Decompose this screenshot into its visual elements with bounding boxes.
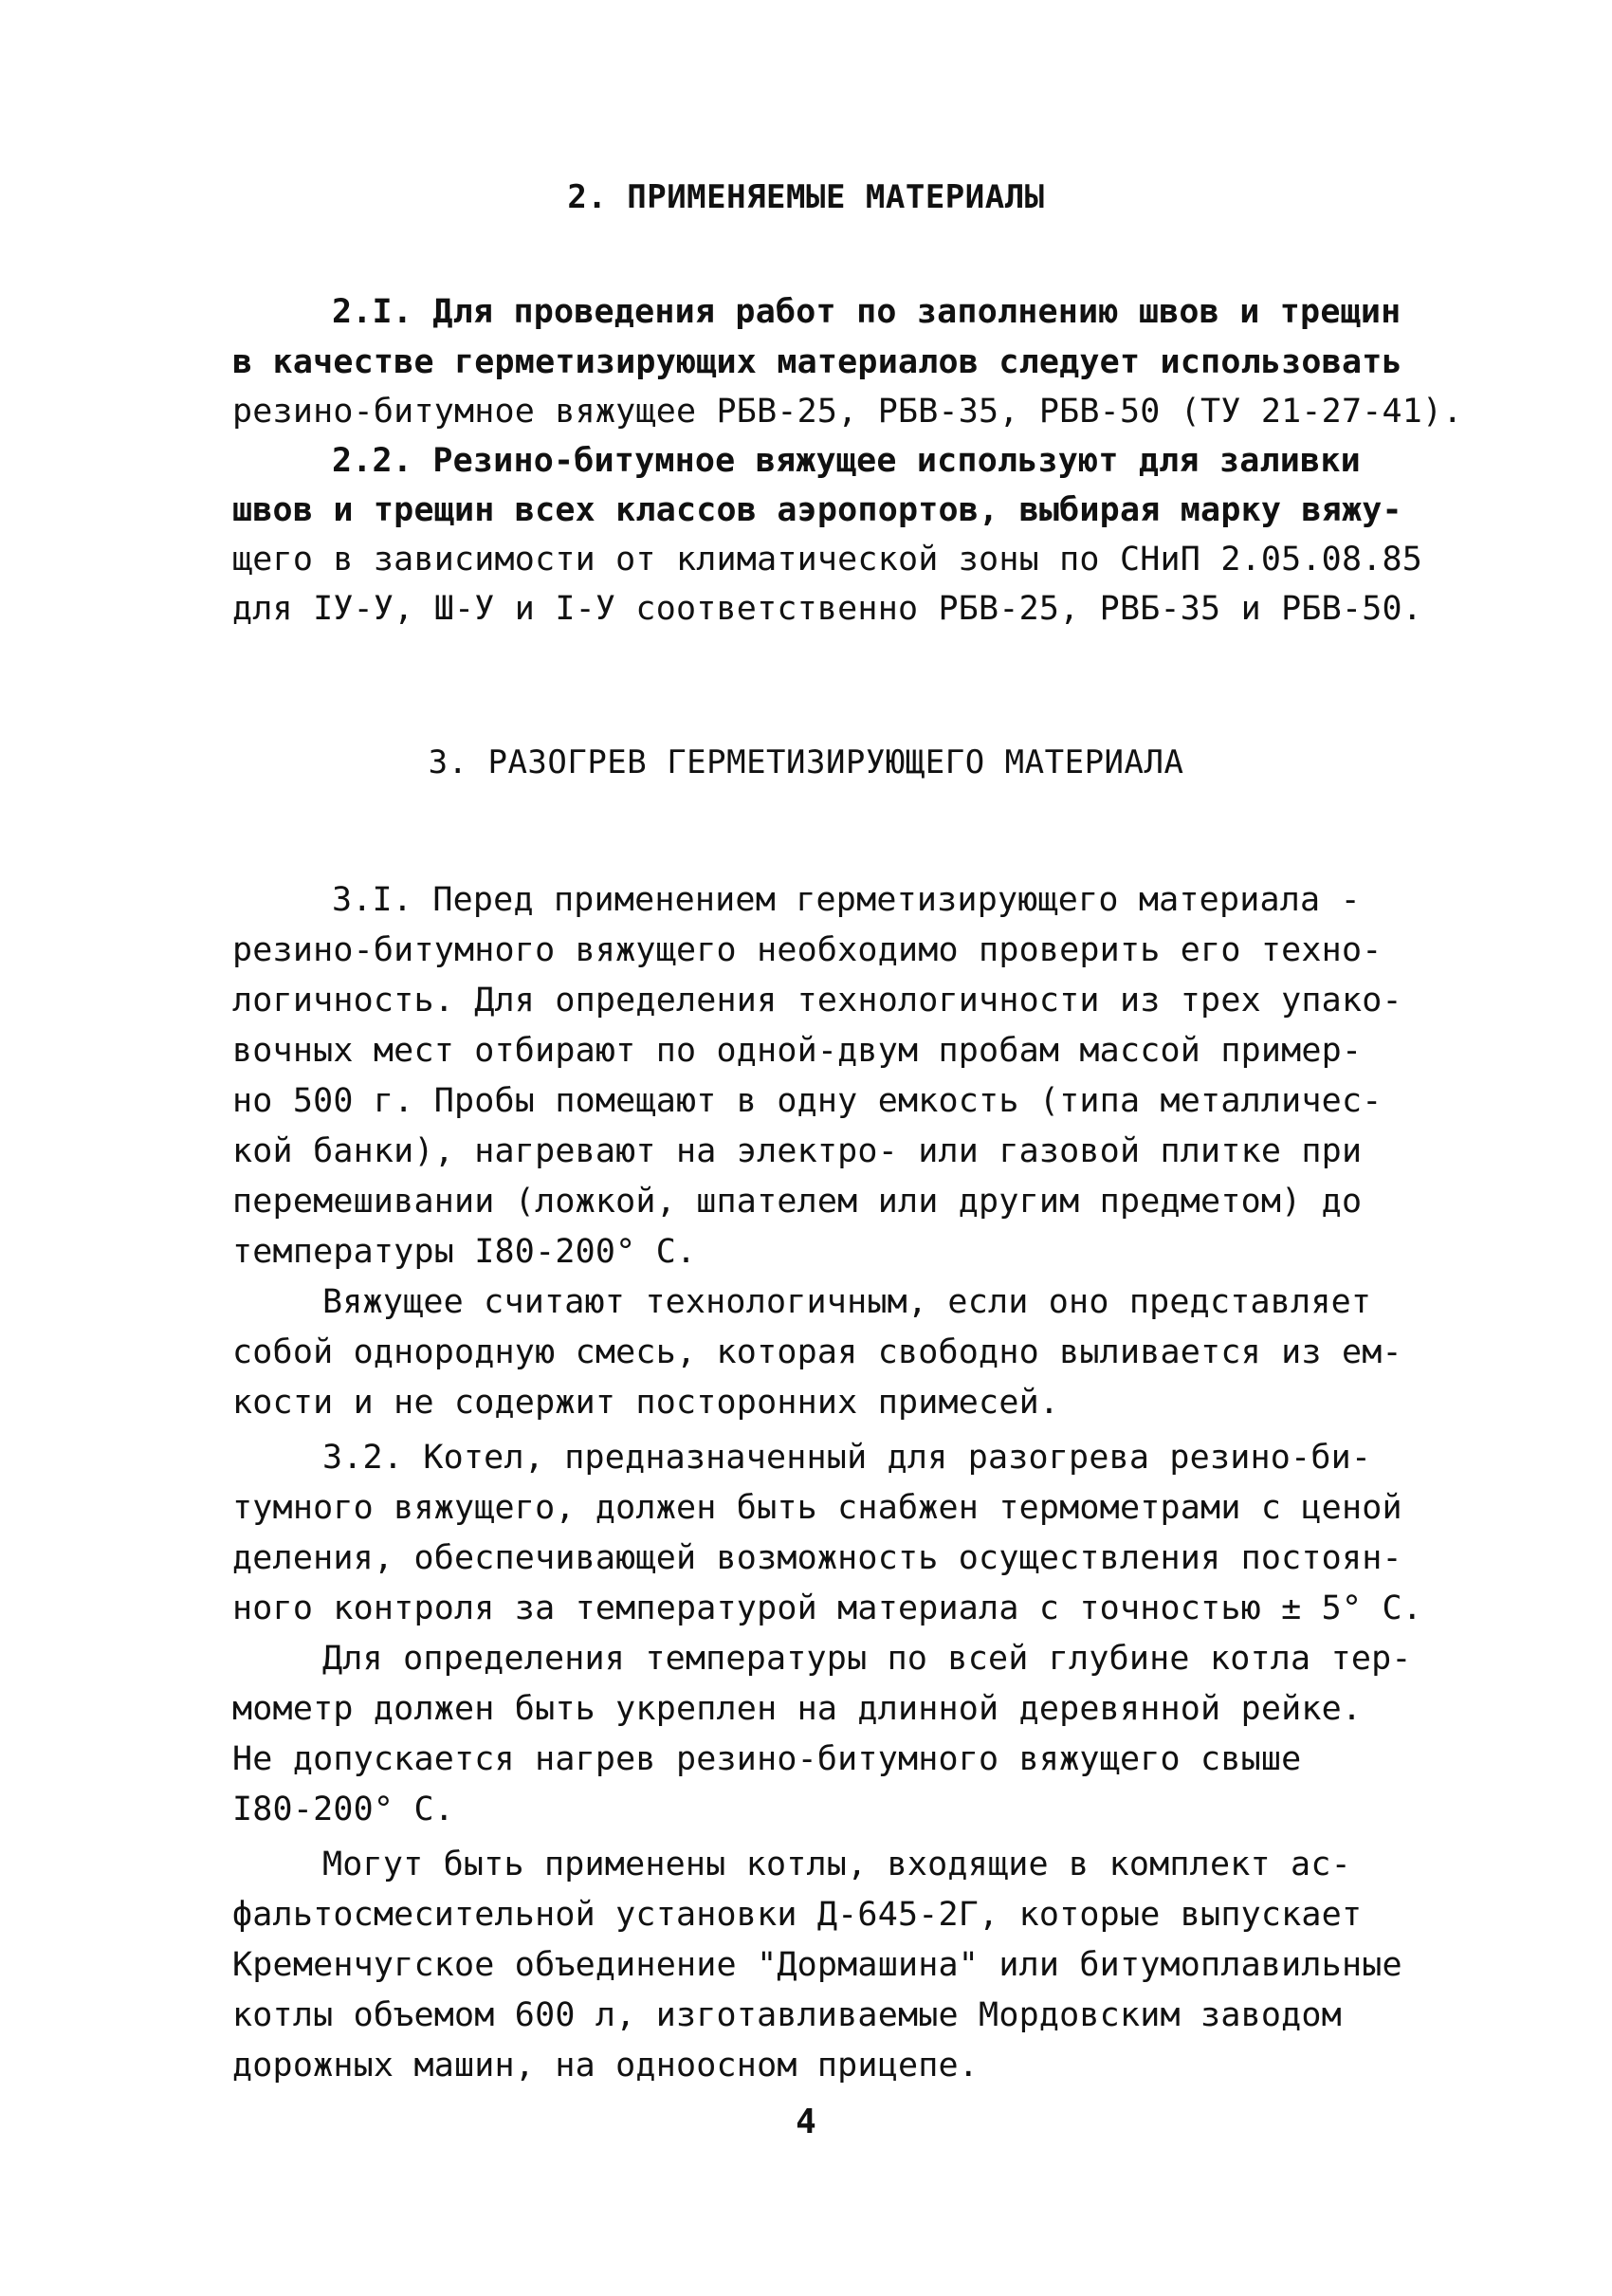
text-line: перемешивании (ложкой, шпателем или другим предметом) до — [232, 1183, 1363, 1221]
text-line: Вяжущее считают технологичным, если оно представляет — [322, 1283, 1372, 1321]
text-line: котлы объемом 600 л, изготавливаемые Мордовским заводом — [232, 1996, 1342, 2034]
text-line: для IУ-У, Ш-У и I-У соответственно РБВ-25, РВБ-35 и РБВ-50. — [232, 590, 1423, 628]
text-line: Не допускается нагрев резино-битумного вяжущего свыше — [232, 1740, 1302, 1778]
text-line: вочных мест отбирают по одной-двум пробам массой пример- — [232, 1032, 1363, 1070]
text-line: 2.2. Резино-битумное вяжущее используют для заливки — [332, 442, 1361, 480]
text-line: резино-битумное вяжущее РБВ-25, РБВ-35, РБВ-50 (ТУ 21-27-41). — [232, 393, 1463, 431]
text-line: резино-битумного вяжущего необходимо проверить его техно- — [232, 931, 1383, 969]
text-line: тумного вяжущего, должен быть снабжен термометрами с ценой — [232, 1489, 1402, 1527]
text-line: кой банки), нагревают на электро- или газовой плитке при — [232, 1132, 1363, 1170]
text-line: Кременчугское объединение "Дормашина" или битумоплавильные — [232, 1946, 1402, 1984]
text-line: собой однородную смесь, которая свободно выливается из ем- — [232, 1333, 1402, 1371]
text-line: Для определения температуры по всей глубине котла тер- — [322, 1640, 1412, 1678]
text-line: фальтосмесительной установки Д-645-2Г, которые выпускает — [232, 1896, 1363, 1934]
text-line: ного контроля за температурой материала с точностью ± 5° С. — [232, 1589, 1423, 1627]
text-line: мометр должен быть укреплен на длинной деревянной рейке. — [232, 1690, 1363, 1728]
page-number: 4 — [796, 2103, 816, 2141]
text-line: 2.I. Для проведения работ по заполнению швов и трещин — [332, 293, 1401, 331]
text-line: кости и не содержит посторонних примесей. — [232, 1384, 1060, 1422]
text-line: но 500 г. Пробы помещают в одну емкость (типа металличес- — [232, 1082, 1383, 1120]
text-line: 3.I. Перед применением герметизирующего материала - — [332, 881, 1361, 919]
text-line: деления, обеспечивающей возможность осуществления постоян- — [232, 1539, 1402, 1577]
text-line: в качестве герметизирующих материалов следует использовать — [232, 343, 1402, 381]
text-line: температуры I80-200° С. — [232, 1233, 697, 1271]
text-line: щего в зависимости от климатической зоны по СНиП 2.05.08.85 — [232, 541, 1423, 579]
text-line: швов и трещин всех классов аэропортов, выбирая марку вяжу- — [232, 491, 1402, 529]
text-line: дорожных машин, на одноосном прицепе. — [232, 2047, 980, 2085]
text-line: I80-200° С. — [232, 1791, 454, 1828]
section-3-heading: 3. РАЗОГРЕВ ГЕРМЕТИЗИРУЮЩЕГО МАТЕРИАЛА — [428, 744, 1184, 781]
text-line: 3.2. Котел, предназначенный для разогрева резино-би- — [322, 1439, 1372, 1477]
text-line: логичность. Для определения технологичности из трех упако- — [232, 982, 1402, 1019]
section-2-heading: 2. ПРИМЕНЯЕМЫЕ МАТЕРИАЛЫ — [567, 178, 1045, 216]
text-line: Могут быть применены котлы, входящие в комплект ас- — [322, 1846, 1351, 1883]
